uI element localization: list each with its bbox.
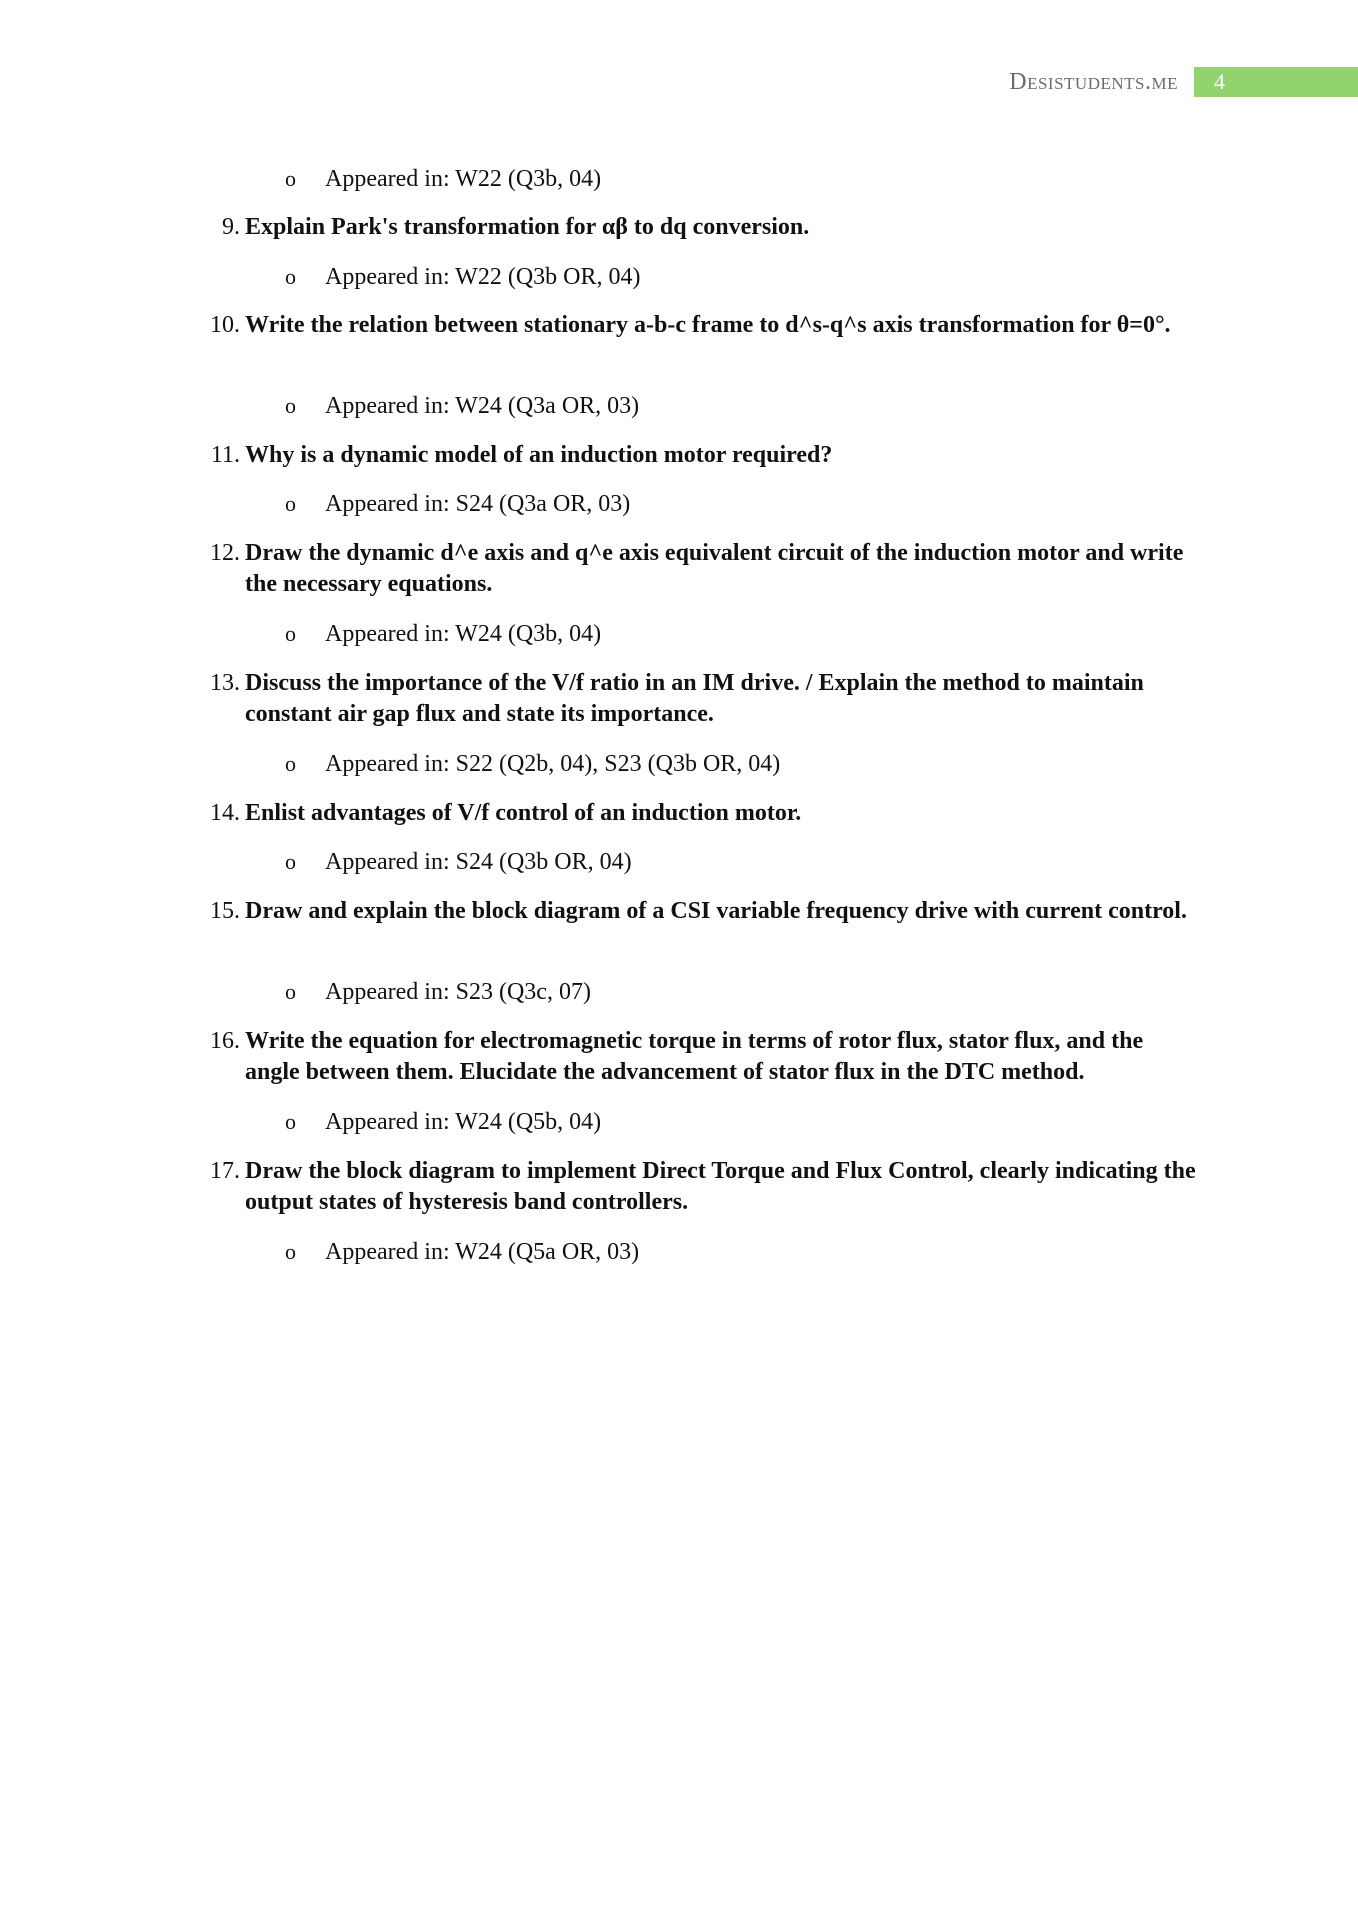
appearance-text: Appeared in: W22 (Q3b OR, 04) (325, 264, 641, 290)
question-item (200, 1026, 1200, 1088)
question-number: 11. (210, 442, 240, 468)
question-number: 14. (210, 800, 240, 826)
appearance-text: Appeared in: W24 (Q5b, 04) (325, 1109, 602, 1135)
appearance-line (285, 262, 641, 292)
bullet: o (285, 751, 296, 776)
question-text: Write the equation for electromagnetic torque in terms of rotor flux, stator flux, and the angle between them. Elucidate the advancement of stator flux in the DTC method. (245, 1028, 1144, 1085)
appearance-text: Appeared in: S22 (Q2b, 04), S23 (Q3b OR, 04) (325, 751, 781, 777)
question-item (200, 310, 1200, 341)
question-number: 9. (222, 214, 240, 240)
question-text: Enlist advantages of V/f control of an induction motor. (245, 800, 802, 826)
question-item (200, 668, 1200, 730)
question-item (200, 798, 1200, 829)
appearance-line (285, 164, 601, 194)
question-text: Draw the dynamic d^e axis and q^e axis equivalent circuit of the induction motor and write the necessary equations. (245, 540, 1184, 597)
bullet: o (285, 166, 296, 191)
appearance-text: Appeared in: W24 (Q3b, 04) (325, 621, 602, 647)
bullet: o (285, 1109, 296, 1134)
appearance-line (285, 489, 630, 519)
page-number: 4 (1194, 67, 1358, 97)
appearance-text: Appeared in: W22 (Q3b, 04) (325, 166, 602, 192)
question-item (200, 538, 1200, 600)
bullet: o (285, 1239, 296, 1264)
question-item (200, 896, 1200, 927)
question-number: 16. (210, 1028, 240, 1054)
appearance-text: Appeared in: S24 (Q3a OR, 03) (325, 491, 631, 517)
question-number: 15. (210, 898, 240, 924)
appearance-line (285, 1107, 601, 1137)
bullet: o (285, 491, 296, 516)
question-text: Write the relation between stationary a-b-c frame to d^s-q^s axis transformation for θ=0°. (245, 312, 1171, 338)
bullet: o (285, 264, 296, 289)
appearance-line (285, 847, 632, 877)
appearance-text: Appeared in: W24 (Q3a OR, 03) (325, 393, 640, 419)
question-number: 12. (210, 540, 240, 566)
appearance-text: Appeared in: S24 (Q3b OR, 04) (325, 849, 632, 875)
question-text: Explain Park's transformation for αβ to dq conversion. (245, 214, 810, 240)
question-number: 17. (210, 1158, 240, 1184)
bullet: o (285, 849, 296, 874)
appearance-line (285, 749, 780, 779)
question-text: Draw and explain the block diagram of a CSI variable frequency drive with current control. (245, 898, 1187, 924)
appearance-text: Appeared in: W24 (Q5a OR, 03) (325, 1239, 640, 1265)
question-text: Draw the block diagram to implement Direct Torque and Flux Control, clearly indicating the output states of hysteresis band controllers. (245, 1158, 1196, 1215)
appearance-line (285, 391, 639, 421)
question-number: 10. (210, 312, 240, 338)
page-header (1009, 66, 1358, 98)
bullet: o (285, 621, 296, 646)
appearance-text: Appeared in: S23 (Q3c, 07) (325, 979, 591, 1005)
question-item (200, 440, 1200, 471)
appearance-line (285, 619, 601, 649)
appearance-line (285, 1237, 639, 1267)
bullet: o (285, 979, 296, 1004)
bullet: o (285, 393, 296, 418)
appearance-line (285, 977, 591, 1007)
question-number: 13. (210, 670, 240, 696)
question-text: Discuss the importance of the V/f ratio in an IM drive. / Explain the method to maintain constant air gap flux and state its importance. (245, 670, 1144, 727)
question-item (200, 1156, 1200, 1218)
site-name: Desistudents.me (1009, 68, 1178, 95)
question-item (200, 212, 1200, 243)
question-text: Why is a dynamic model of an induction motor required? (245, 442, 833, 468)
